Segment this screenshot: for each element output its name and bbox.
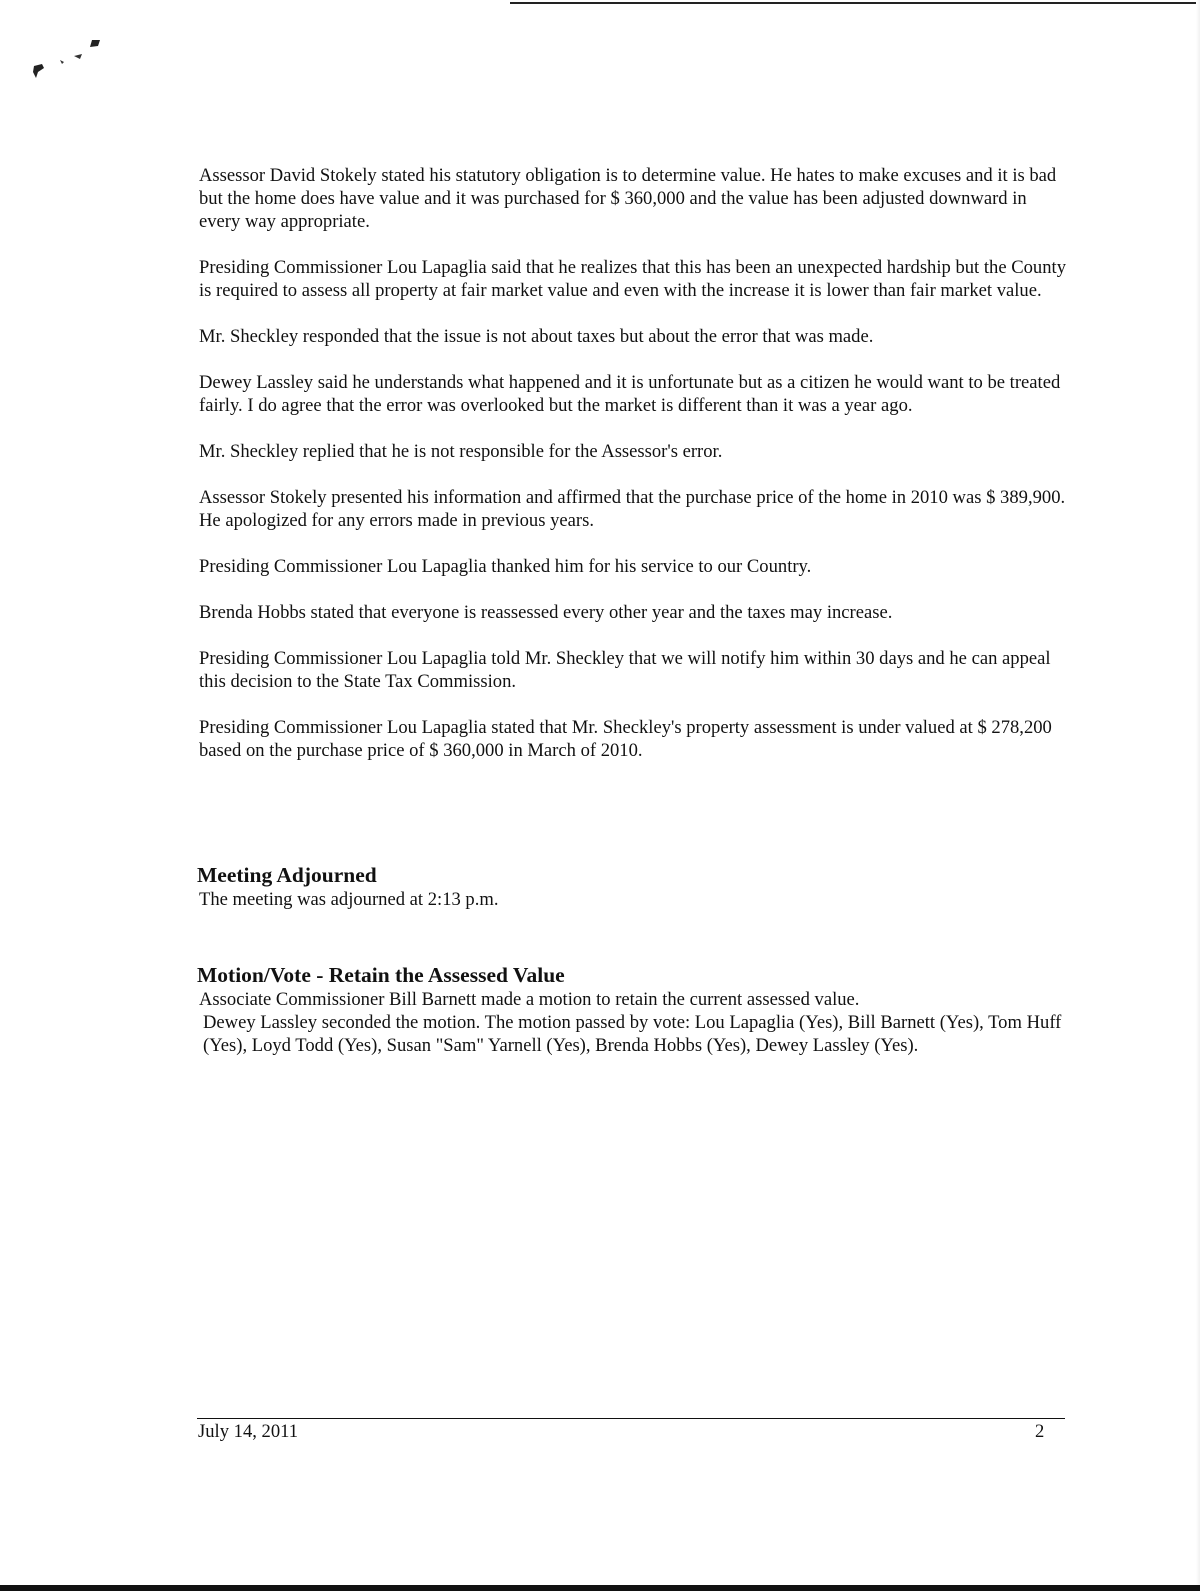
page-number: 2: [1035, 1421, 1045, 1442]
scan-speck-marks: [30, 34, 110, 84]
footer-date: July 14, 2011: [198, 1421, 299, 1442]
minutes-paragraph: Brenda Hobbs stated that everyone is reassessed every other year and the taxes may increase.: [199, 602, 893, 623]
motion-heading: Motion/Vote - Retain the Assessed Value: [197, 963, 565, 987]
adjourned-sentence: The meeting was adjourned at 2:13 p.m.: [199, 889, 499, 910]
minutes-paragraph: Presiding Commissioner Lou Lapaglia thanked him for his service to our Country.: [199, 556, 812, 577]
minutes-paragraph: Mr. Sheckley replied that he is not responsible for the Assessor's error.: [199, 441, 723, 462]
motion-vote-line: Dewey Lassley seconded the motion. The motion passed by vote: Lou Lapaglia (Yes), Bill Barnett (Yes), Tom Huff (Yes), Loyd Todd (Yes), Susan "Sam" Yarnell (Yes), Brenda Hobbs (Yes), Dewey Lassley (Yes).: [203, 1012, 1062, 1056]
scan-bottom-edge: [0, 1585, 1200, 1591]
scan-right-edge: [1196, 0, 1200, 1591]
minutes-paragraph: Presiding Commissioner Lou Lapaglia stated that Mr. Sheckley's property assessment is under valued at $ 278,200 based on the purchase price of $ 360,000 in March of 2010.: [199, 717, 1052, 761]
minutes-paragraph: Presiding Commissioner Lou Lapaglia said that he realizes that this has been an unexpected hardship but the County is required to assess all property at fair market value and even with the increase it is lower than fair market value.: [199, 257, 1066, 301]
motion-line: Associate Commissioner Bill Barnett made a motion to retain the current assessed value.: [199, 989, 860, 1010]
minutes-body: [199, 164, 1069, 785]
minutes-paragraph: Mr. Sheckley responded that the issue is not about taxes but about the error that was made.: [199, 326, 874, 347]
footer-rule: [197, 1418, 1065, 1419]
scan-top-rule: [510, 2, 1200, 4]
motion-text: [199, 988, 1069, 1057]
minutes-paragraph: Assessor David Stokely stated his statutory obligation is to determine value. He hates to make excuses and it is bad but the home does have value and it was purchased for $ 360,000 and the value has been adjusted downward in every way appropriate.: [199, 165, 1057, 232]
minutes-paragraph: Assessor Stokely presented his information and affirmed that the purchase price of the home in 2010 was $ 389,900. He apologized for any errors made in previous years.: [199, 487, 1066, 531]
adjourned-text: [199, 888, 1069, 911]
minutes-paragraph: Presiding Commissioner Lou Lapaglia told Mr. Sheckley that we will notify him within 30 days and he can appeal this decision to the State Tax Commission.: [199, 648, 1051, 692]
adjourned-heading: Meeting Adjourned: [197, 863, 377, 887]
minutes-paragraph: Dewey Lassley said he understands what happened and it is unfortunate but as a citizen he would want to be treated fairly. I do agree that the error was overlooked but the market is different than it was a year ago.: [199, 372, 1061, 416]
